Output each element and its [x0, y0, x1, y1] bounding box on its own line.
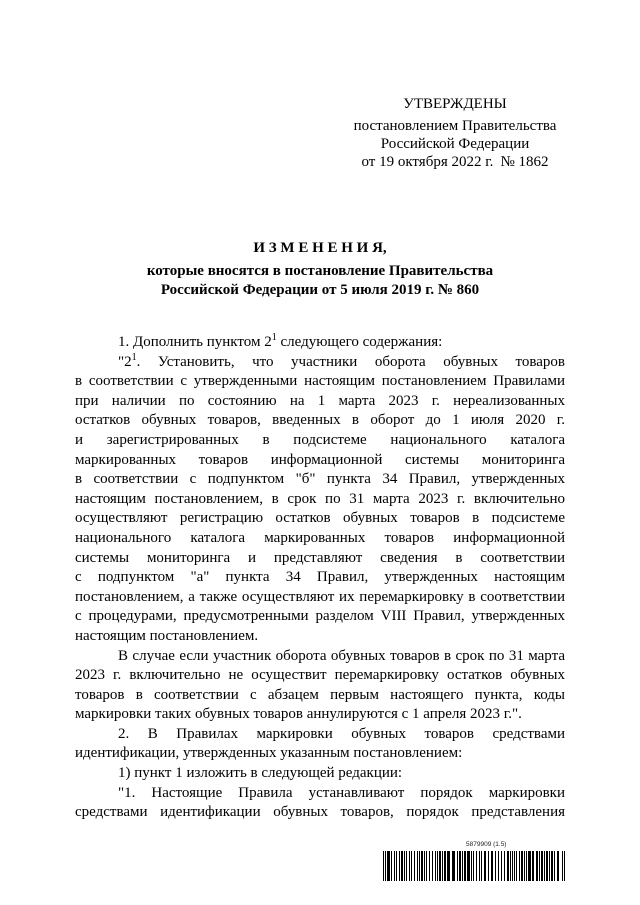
paragraph-line: в соответствии с утвержденными настоящим постановлением Правилами: [75, 373, 565, 390]
paragraph-line: в соответствии с подпунктом "б" пункта 34 Правил, утвержденных: [75, 471, 565, 488]
barcode-bar: [504, 851, 505, 881]
barcode-bar: [546, 851, 548, 881]
barcode-bar: [439, 851, 441, 881]
barcode-bar: [457, 851, 458, 881]
barcode-bar: [417, 851, 418, 881]
barcode-bar: [411, 851, 412, 881]
barcode-bar: [391, 851, 392, 881]
barcode-bar: [524, 851, 525, 881]
barcode-bar: [399, 851, 400, 881]
barcode-bar: [473, 851, 474, 881]
superscript: 1: [271, 332, 277, 343]
barcode-bar: [488, 851, 489, 881]
approval-date: от 19 октября 2022 г.: [361, 154, 494, 170]
barcode-bar: [452, 851, 455, 881]
paragraph-line: осуществляют регистрацию остатков обувных товаров в подсистеме: [75, 510, 565, 527]
approval-number: № 1862: [500, 154, 549, 170]
paragraph-line: настоящим постановлением.: [75, 627, 259, 644]
barcode-bar: [409, 851, 410, 881]
barcode-bar: [498, 851, 499, 881]
barcode-bar: [444, 851, 446, 881]
approval-status: УТВЕРЖДЕНЫ: [403, 96, 507, 112]
barcode-bar: [394, 851, 395, 881]
paragraph-line: маркировки таких обувных товаров аннулируются с 1 апреля 2023 г.".: [75, 706, 522, 723]
barcode-bar: [549, 851, 550, 881]
paragraph-line: идентификации, утвержденных указанным постановлением:: [75, 745, 463, 762]
barcode-bar: [421, 851, 423, 881]
paragraph-line: [75, 333, 565, 353]
barcode-bar: [401, 851, 403, 881]
barcode-bar: [564, 851, 565, 881]
barcode-bar: [459, 851, 461, 881]
paragraph-line: постановлением, а также осуществляют их перемаркировку в соответствии: [75, 588, 565, 605]
barcode-bar: [447, 851, 450, 881]
paragraph-line: маркированных товаров информационной системы мониторинга: [75, 451, 565, 468]
paragraph-line: и зарегистрированных в подсистеме национального каталога: [75, 431, 565, 448]
barcode-bar: [383, 851, 384, 881]
barcode-bar: [462, 851, 463, 881]
approval-country: Российской Федерации: [380, 136, 530, 152]
barcode-bar: [562, 851, 563, 881]
barcode-bar: [528, 851, 531, 881]
barcode: [383, 851, 565, 881]
barcode-bar: [476, 851, 477, 881]
paragraph: [75, 764, 565, 784]
paragraph-line: 1) пункт 1 изложить в следующей редакции:: [118, 765, 403, 782]
paragraph-line: [75, 353, 565, 373]
barcode-bar: [532, 851, 534, 881]
barcode-bar: [471, 851, 472, 881]
barcode-bar: [516, 851, 517, 881]
paragraph-line: с подпунктом "а" пункта 34 Правил, утвержденных настоящим: [75, 569, 565, 586]
barcode-bar: [385, 851, 386, 881]
paragraph-line: "1. Настоящие Правила устанавливают порядок маркировки: [118, 784, 565, 801]
barcode-bar: [406, 851, 407, 881]
barcode-bar: [414, 851, 415, 881]
barcode-bar: [424, 851, 425, 881]
paragraph-line: 2. В Правилах маркировки обувных товаров средствами: [118, 725, 565, 742]
approval-authority: постановлением Правительства: [353, 118, 557, 134]
barcode-bar: [519, 851, 520, 881]
approval-date-row: [345, 153, 565, 171]
barcode-bar: [536, 851, 538, 881]
barcode-bar: [481, 851, 482, 881]
heading-subtitle-line: Российской Федерации от 5 июля 2019 г. № 860: [160, 281, 480, 298]
line-text: следующего содержания:: [276, 334, 443, 350]
line-text: . Установить, что участники оборота обувных товаров: [136, 353, 565, 370]
heading-title: И З М Е Н Е Н И Я,: [253, 240, 387, 256]
barcode-bar: [514, 851, 515, 881]
paragraph-line: национального каталога маркированных товаров информационной: [75, 529, 565, 546]
paragraph-line: 2023 г. включительно не осуществит перемаркировку остатков обувных: [75, 667, 565, 684]
line-text: "2: [118, 353, 132, 370]
barcode-bar: [464, 851, 466, 881]
paragraph: [75, 725, 565, 764]
paragraph: [75, 333, 565, 353]
document-heading: [75, 238, 565, 299]
barcode-bar: [526, 851, 527, 881]
paragraph: [75, 784, 565, 823]
barcode-bar: [479, 851, 480, 881]
document-body: [75, 333, 565, 823]
barcode-bar: [484, 851, 486, 881]
paragraph-line: товаров в соответствии с абзацем первым настоящего пункта, коды: [75, 686, 565, 703]
barcode-bar: [432, 851, 433, 881]
barcode-bar: [501, 851, 502, 881]
line-text: 1. Дополнить пунктом 2: [118, 334, 272, 350]
barcode-bar: [510, 851, 511, 881]
barcode-bar: [387, 851, 390, 881]
paragraph-line: при наличии по состоянию на 1 марта 2023 г. нереализованных: [75, 392, 565, 409]
paragraph-line: В случае если участник оборота обувных товаров в срок по 31 марта: [118, 647, 565, 664]
approval-stamp: [345, 94, 565, 171]
barcode-bar: [419, 851, 420, 881]
paragraph-line: средствами идентификации обувных товаров, порядок представления: [75, 804, 565, 821]
barcode-bar: [429, 851, 430, 881]
barcode-bar: [557, 851, 559, 881]
paragraph-line: настоящим постановлением, в срок по 31 марта 2023 г. включительно: [75, 490, 565, 507]
barcode-bar: [437, 851, 438, 881]
paragraph-line: с процедурами, предусмотренными разделом VIII Правил, утвержденных: [75, 608, 565, 625]
barcode-bar: [507, 851, 509, 881]
barcode-bar: [551, 851, 553, 881]
barcode-bar: [442, 851, 443, 881]
barcode-bar: [426, 851, 427, 881]
barcode-bar: [467, 851, 470, 881]
superscript: 1: [131, 351, 137, 363]
barcode-bar: [539, 851, 540, 881]
barcode-bar: [521, 851, 523, 881]
barcode-bar: [491, 851, 493, 881]
paragraph-line: системы мониторинга и представляют сведения в соответствии: [75, 549, 565, 566]
heading-subtitle-line: которые вносятся в постановление Правительства: [146, 263, 494, 279]
paragraph: [75, 647, 565, 725]
barcode-bar: [554, 851, 555, 881]
barcode-bar: [435, 851, 436, 881]
footer-doc-code: 5879909 (1.5): [466, 841, 507, 848]
paragraph-line: остатков обувных товаров, введенных в оборот до 1 июля 2020 г.: [75, 412, 565, 429]
barcode-bar: [404, 851, 405, 881]
barcode-bar: [541, 851, 543, 881]
barcode-bar: [396, 851, 397, 881]
barcode-bar: [512, 851, 513, 881]
barcode-bar: [544, 851, 545, 881]
barcode-bar: [495, 851, 496, 881]
paragraph: [75, 353, 565, 647]
